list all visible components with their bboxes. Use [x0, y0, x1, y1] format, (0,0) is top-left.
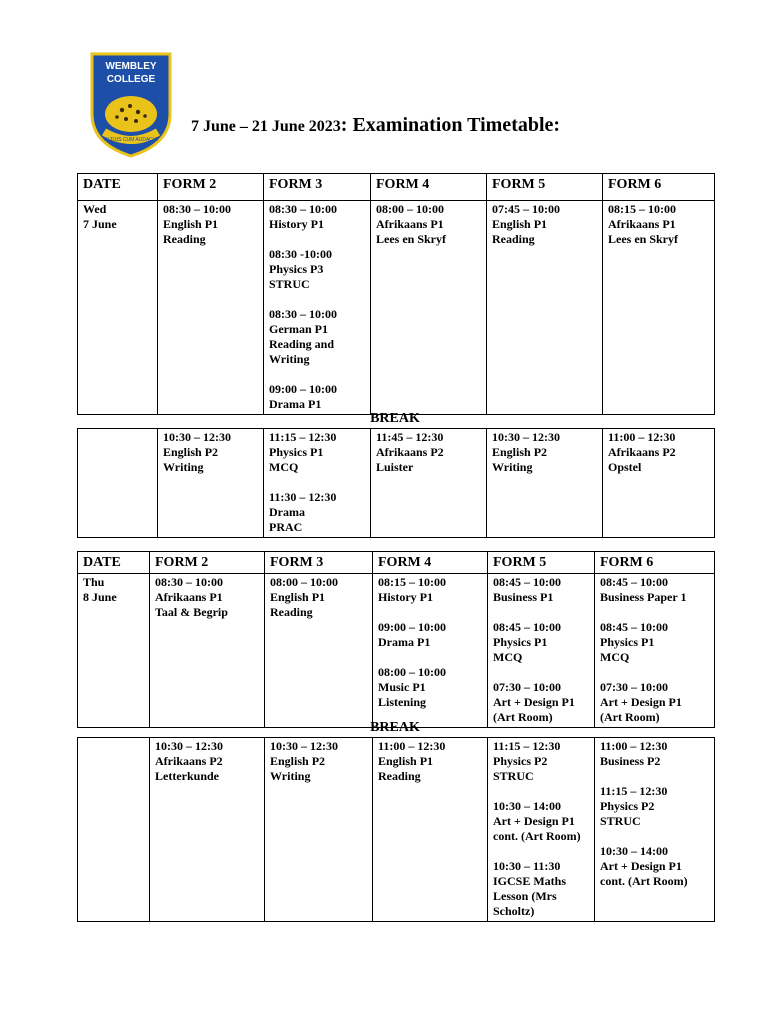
exam-entry: 11:00 – 12:30 Afrikaans P2 Opstel	[608, 430, 676, 474]
exam-entry: 10:30 – 12:30 English P2 Writing	[163, 430, 231, 474]
cell-date	[78, 738, 150, 922]
column-header-form-4: FORM 4	[373, 552, 488, 574]
table-row	[78, 429, 715, 538]
crest-text-line2: COLLEGE	[106, 74, 156, 85]
entry-spacer	[600, 665, 709, 680]
exam-entry: 07:30 – 10:00 Art + Design P1 (Art Room)	[493, 680, 575, 724]
exam-entry: 08:30 – 10:00 Afrikaans P1 Taal & Begrip	[155, 575, 228, 619]
entry-spacer	[600, 769, 709, 784]
exam-entry: 08:45 – 10:00 Physics P1 MCQ	[493, 620, 561, 664]
cell-form-6	[595, 738, 715, 922]
entry-spacer	[378, 650, 482, 665]
exam-entry: 08:30 – 10:00 English P1 Reading	[163, 202, 231, 246]
cell-form-4	[371, 201, 487, 415]
cell-form-6	[603, 201, 715, 415]
break-label-day1: BREAK	[370, 411, 420, 426]
entry-spacer	[269, 475, 365, 490]
cell-form-5	[488, 738, 595, 922]
cell-form-3	[264, 201, 371, 415]
exam-entry: 07:45 – 10:00 English P1 Reading	[492, 202, 560, 246]
exam-entry: 11:30 – 12:30 Drama PRAC	[269, 490, 337, 534]
cell-form-4	[373, 574, 488, 728]
exam-entry: 08:30 – 10:00 History P1	[269, 202, 337, 231]
column-header-date: DATE	[78, 552, 150, 574]
exam-entry: 07:30 – 10:00 Art + Design P1 (Art Room)	[600, 680, 682, 724]
break-label-day2: BREAK	[370, 720, 420, 735]
crest-motto: ALTIUS CUM AUDACIA	[104, 137, 158, 143]
exam-entry: 08:15 – 10:00 Afrikaans P1 Lees en Skryf	[608, 202, 678, 246]
entry-spacer	[269, 292, 365, 307]
exam-entry: 08:00 – 10:00 Afrikaans P1 Lees en Skryf	[376, 202, 446, 246]
cell-form-2	[158, 429, 264, 538]
cell-date	[78, 429, 158, 538]
entry-spacer	[493, 844, 589, 859]
exam-entry: 09:00 – 10:00 Drama P1	[269, 382, 337, 411]
cell-form-5	[487, 201, 603, 415]
exam-entry: 08:00 – 10:00 Music P1 Listening	[378, 665, 446, 709]
page-title	[191, 114, 560, 137]
entry-spacer	[269, 232, 365, 247]
exam-date: Thu 8 June	[83, 575, 117, 604]
column-header-form-2: FORM 2	[150, 552, 265, 574]
timetable-day2-morning	[77, 551, 715, 728]
cell-form-3	[265, 738, 373, 922]
timetable-day1-morning	[77, 173, 715, 415]
exam-entry: 08:45 – 10:00 Business Paper 1	[600, 575, 687, 604]
cell-form-2	[150, 738, 265, 922]
exam-date: Wed 7 June	[83, 202, 117, 231]
exam-entry: 10:30 – 12:30 English P2 Writing	[270, 739, 338, 783]
table-row	[78, 574, 715, 728]
title-date-range: 7 June – 21 June 2023	[191, 118, 341, 135]
exam-entry: 08:00 – 10:00 English P1 Reading	[270, 575, 338, 619]
entry-spacer	[493, 605, 589, 620]
exam-entry: 10:30 – 12:30 English P2 Writing	[492, 430, 560, 474]
exam-entry: 08:30 -10:00 Physics P3 STRUC	[269, 247, 332, 291]
entry-spacer	[378, 605, 482, 620]
exam-entry: 11:00 – 12:30 Business P2	[600, 739, 668, 768]
cell-form-4	[371, 429, 487, 538]
cell-form-3	[265, 574, 373, 728]
entry-spacer	[269, 367, 365, 382]
exam-entry: 08:15 – 10:00 History P1	[378, 575, 446, 604]
column-header-form-3: FORM 3	[264, 174, 371, 201]
column-header-form-6: FORM 6	[603, 174, 715, 201]
table-row	[78, 738, 715, 922]
entry-spacer	[600, 829, 709, 844]
exam-entry: 09:00 – 10:00 Drama P1	[378, 620, 446, 649]
cell-form-5	[488, 574, 595, 728]
exam-entry: 11:45 – 12:30 Afrikaans P2 Luister	[376, 430, 444, 474]
table-header-row	[78, 552, 715, 574]
title-main: : Examination Timetable:	[340, 114, 561, 136]
column-header-form-6: FORM 6	[595, 552, 715, 574]
exam-entry: 10:30 – 14:00 Art + Design P1 cont. (Art Room)	[600, 844, 688, 888]
exam-entry: 10:30 – 14:00 Art + Design P1 cont. (Art Room)	[493, 799, 581, 843]
entry-spacer	[600, 605, 709, 620]
cell-date	[78, 201, 158, 415]
table-header-row	[78, 174, 715, 201]
cell-form-2	[150, 574, 265, 728]
cell-form-6	[595, 574, 715, 728]
school-crest-logo	[90, 52, 172, 158]
exam-entry: 08:45 – 10:00 Physics P1 MCQ	[600, 620, 668, 664]
column-header-form-2: FORM 2	[158, 174, 264, 201]
exam-entry: 08:45 – 10:00 Business P1	[493, 575, 561, 604]
cell-form-3	[264, 429, 371, 538]
exam-entry: 08:30 – 10:00 German P1 Reading and Writing	[269, 307, 337, 366]
column-header-form-4: FORM 4	[371, 174, 487, 201]
cell-form-6	[603, 429, 715, 538]
timetable-day1-after-break	[77, 428, 715, 538]
table-row	[78, 201, 715, 415]
cell-form-5	[487, 429, 603, 538]
column-header-form-5: FORM 5	[487, 174, 603, 201]
exam-entry: 10:30 – 12:30 Afrikaans P2 Letterkunde	[155, 739, 223, 783]
crest-text-line1: WEMBLEY	[105, 61, 157, 72]
exam-entry: 11:15 – 12:30 Physics P1 MCQ	[269, 430, 337, 474]
column-header-form-5: FORM 5	[488, 552, 595, 574]
cell-form-4	[373, 738, 488, 922]
cell-form-2	[158, 201, 264, 415]
entry-spacer	[493, 665, 589, 680]
timetable-day2-after-break	[77, 737, 715, 922]
column-header-form-3: FORM 3	[265, 552, 373, 574]
column-header-date: DATE	[78, 174, 158, 201]
exam-entry: 11:00 – 12:30 English P1 Reading	[378, 739, 446, 783]
exam-entry: 11:15 – 12:30 Physics P2 STRUC	[600, 784, 668, 828]
exam-entry: 11:15 – 12:30 Physics P2 STRUC	[493, 739, 561, 783]
entry-spacer	[493, 784, 589, 799]
exam-entry: 10:30 – 11:30 IGCSE Maths Lesson (Mrs Scholtz)	[493, 859, 567, 918]
cell-date	[78, 574, 150, 728]
